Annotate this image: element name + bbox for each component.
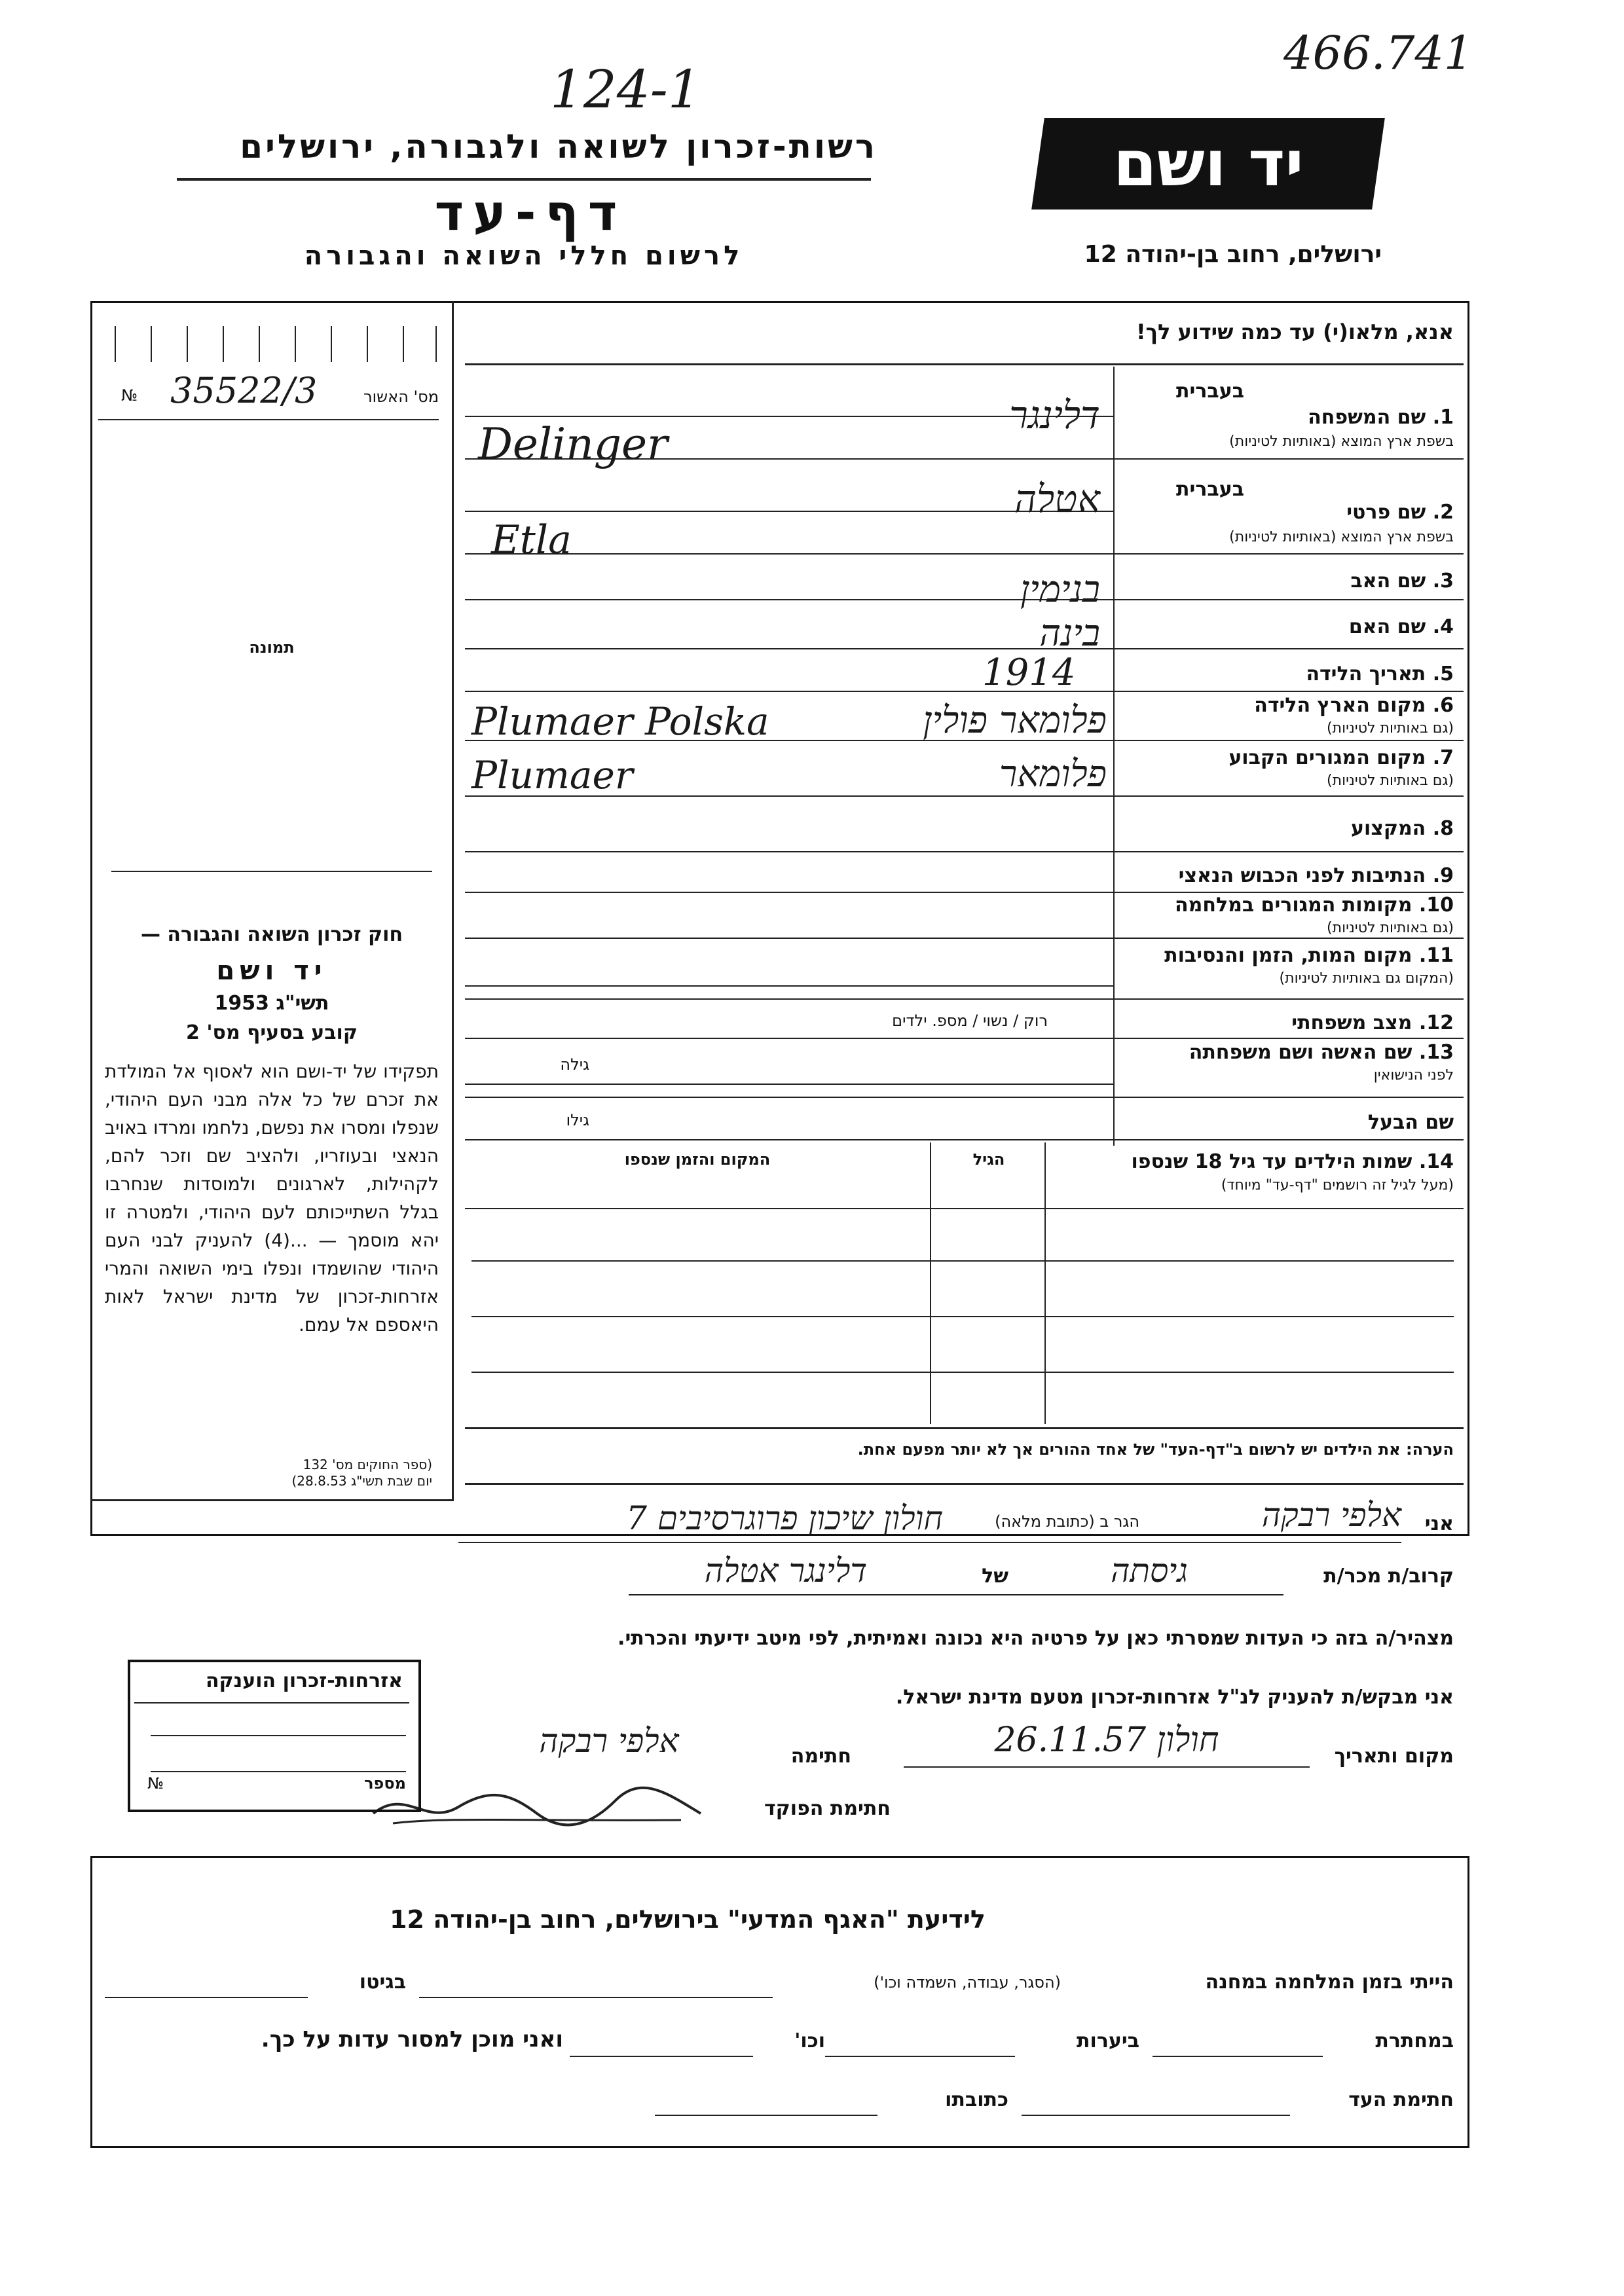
label-marital: 12. מצב משפחתי [1291, 1011, 1454, 1034]
label-birth-date: 5. תאריך הלידה [1306, 663, 1454, 685]
label-father: 3. שם האב [1350, 570, 1454, 592]
declarant-address-value: חולון שיכון פרוגרסיבים 7 [626, 1499, 943, 1537]
form-title: דף-עד [434, 183, 627, 242]
label-first-name-sub: בשפת ארץ המוצא (באותיות לטיניות) [1229, 529, 1454, 545]
law-reference: (ספר החוקים מס' 132 [303, 1457, 432, 1472]
law-title: חוק זכרון השואה והגבורה — [140, 923, 403, 946]
approval-number: 35522/3 [170, 370, 318, 411]
footer-address-label: כתובתו [945, 2088, 1008, 2111]
law-year: תשי"ג 1953 [214, 992, 329, 1015]
marital-options: רוק / נשוי / מספ. ילדים [892, 1011, 1048, 1030]
children-age-header: הגיל [972, 1150, 1005, 1169]
label-war-residence: 10. מקומות המגורים במלחמה [1175, 894, 1454, 917]
signature-label: חתימה [790, 1745, 851, 1768]
surname-latin-value: Delinger [478, 419, 668, 469]
label-mother: 4. שם האם [1348, 615, 1454, 638]
photo-label: תמונה [249, 638, 295, 657]
signature-value: אלפי רבקה [539, 1722, 679, 1760]
footer-title: לידיעת "האגף המדעי" בירושלים, רחוב בן-יהודה 12 [390, 1905, 986, 1934]
label-residence: 7. מקום המגורים הקבוע [1228, 746, 1454, 769]
footer-etc-label: וכו' [794, 2030, 825, 2052]
main-form-frame [90, 301, 1469, 1536]
office-address: ירושלים, רחוב בן-יהודה 12 [1084, 241, 1382, 268]
certificate-no-symbol: № [147, 1774, 164, 1793]
law-reference-date: יום שבת תשי"ג 28.8.53) [291, 1473, 432, 1489]
declaration-request: אני מבקש/ת להעניק לנ"ל אזרחות-זכרון מטעם מדינת ישראל. [895, 1686, 1454, 1709]
children-note: הערה: את הילדים יש לרשום ב"דף-העד" של אחד ההורים אך לא יותר מפעם אחת. [857, 1440, 1454, 1459]
birth-place-latin-value: Plumaer Polska [471, 699, 769, 744]
footer-frame [90, 1856, 1469, 2148]
label-pre-occupation: 9. הנתיבות לפני הכבוש הנאצי [1178, 864, 1454, 887]
label-war-residence-sub: (גם באותיות לטיניות) [1327, 920, 1454, 936]
label-residence-sub: (גם באותיות לטיניות) [1327, 773, 1454, 789]
label-hebrew-1: בעברית [1176, 380, 1244, 403]
mother-name-value: בינה [1039, 612, 1100, 655]
residence-latin-value: Plumaer [471, 753, 633, 797]
label-death: 11. מקום המות, הזמן והנסיבות [1164, 944, 1454, 967]
instruction-text: אנא, מלאו(י) עד כמה שידוע לך! [1135, 319, 1454, 344]
law-name: יד ושם [216, 956, 327, 986]
declaration-resides-label: הגר ב (כתובת מלאה) [995, 1512, 1139, 1531]
wife-age-label: גילה [560, 1055, 589, 1074]
law-body: תפקידו של יד-ושם הוא לאסוף אל המולדת את זכרם של כל אלה מבני העם היהודי, שנפלו ומסרו את נפשם, נלחמו ומרדו באויב הנאצי ובעוזריו, ולהציב שם וזכר להם, לקהילות, לארגונים ולמוסדות שנחרבו בגלל השתייכותם לעם היהודי, ולמטרה זו יהא מוסמך — ...(4) להעניק לבני העם היהודי שהושמדו ונפלו בימי השואה והמרי אזרחות-זכרון של מדינת ישראל לאות היאספם אל עמם. [105, 1061, 439, 1336]
surname-hebrew-value: דלינגר [1009, 393, 1100, 437]
certificate-number-label: מספר [364, 1774, 406, 1793]
label-death-sub: (המקום גם באותיות לטיניות) [1279, 970, 1454, 987]
relation-label: קרוב/ת מכר/ת [1323, 1565, 1454, 1588]
approval-no-symbol: № [121, 386, 138, 405]
victim-name-value: דלינגר אטלה [704, 1552, 868, 1590]
label-hebrew-2: בעברית [1176, 478, 1244, 501]
form-subtitle: לרשום חללי השואה והגבורה [304, 241, 744, 271]
label-children: 14. שמות הילדים עד גיל 18 שנספו [1131, 1150, 1454, 1173]
footer-underground-label: במחתרת [1375, 2030, 1454, 2052]
footer-forests-label: ביערות [1077, 2030, 1139, 2052]
yad-vashem-logo: יד ושם [1031, 118, 1385, 210]
of-label: של [982, 1565, 1008, 1588]
children-place-header: המקום והזמן שנספו [624, 1150, 771, 1169]
label-birth-place-sub: (גם באותיות לטיניות) [1327, 720, 1454, 737]
husband-age-label: גילו [566, 1111, 589, 1129]
label-children-sub: (מעל לגיל זה רושמים "דף-עד" מיוחד) [1221, 1177, 1454, 1194]
footer-ghetto-label: בגיטו [359, 1971, 406, 1994]
first-name-latin-value: Etla [491, 517, 572, 563]
label-surname-sub: בשפת ארץ המוצא (באותיות לטיניות) [1229, 433, 1454, 450]
label-birth-place: 6. מקום הארץ הלידה [1254, 694, 1454, 717]
declarant-name-value: אלפי רבקה [1261, 1496, 1401, 1534]
declaration-i: אני [1424, 1512, 1454, 1535]
footer-witness-signature-label: חתימת העד [1348, 2088, 1454, 2111]
footer-testimony-offer: ואני מוכן למסור עדות על כך. [261, 2026, 563, 2052]
declaration-statement: מצהיר/ה בזה כי העדות שמסרתי כאן על פרטיה היא נכונה ואמיתית, לפי מיטב ידיעתי והכרתי. [618, 1627, 1454, 1650]
label-first-name: 2. שם פרטי [1346, 501, 1454, 524]
approval-tick-boxes [115, 326, 435, 362]
label-wife: 13. שם האשה ושם משפחתה [1189, 1041, 1454, 1064]
archive-number: 466.741 [1283, 26, 1473, 80]
footer-camp-types: (הסגר, עבודה, השמדה וכו') [874, 1973, 1061, 1992]
label-surname: 1. שם המשפחה [1308, 406, 1454, 429]
place-date-label: מקום ותאריך [1334, 1745, 1454, 1768]
label-profession: 8. המקצוע [1351, 817, 1454, 840]
page-mark: 124-1 [550, 59, 701, 120]
label-wife-sub: לפני הנישואין [1373, 1067, 1454, 1084]
organization-name: רשות-זכרון לשואה ולגבורה, ירושלים [240, 128, 877, 166]
place-date-value: חולון 26.11.57 [994, 1721, 1219, 1760]
birth-date-value: 1914 [982, 651, 1076, 694]
official-signature-label: חתימת הפוקד [764, 1797, 891, 1820]
certificate-title: אזרחות-זכרון הוענקה [205, 1669, 403, 1692]
first-name-hebrew-value: אטלה [1014, 477, 1100, 521]
footer-camp-label: הייתי בזמן המלחמה במחנה [1205, 1971, 1454, 1994]
label-husband: שם הבעל [1367, 1111, 1454, 1134]
birth-place-hebrew-value: פלומאר פולין [923, 699, 1107, 742]
law-clause: קובע בסעיף מס' 2 [186, 1021, 358, 1044]
father-name-value: בנימין [1020, 568, 1100, 611]
relation-value: גיסתה [1111, 1552, 1188, 1590]
approval-label: מס' האשור [363, 388, 439, 406]
residence-hebrew-value: פלומאר [999, 753, 1107, 795]
